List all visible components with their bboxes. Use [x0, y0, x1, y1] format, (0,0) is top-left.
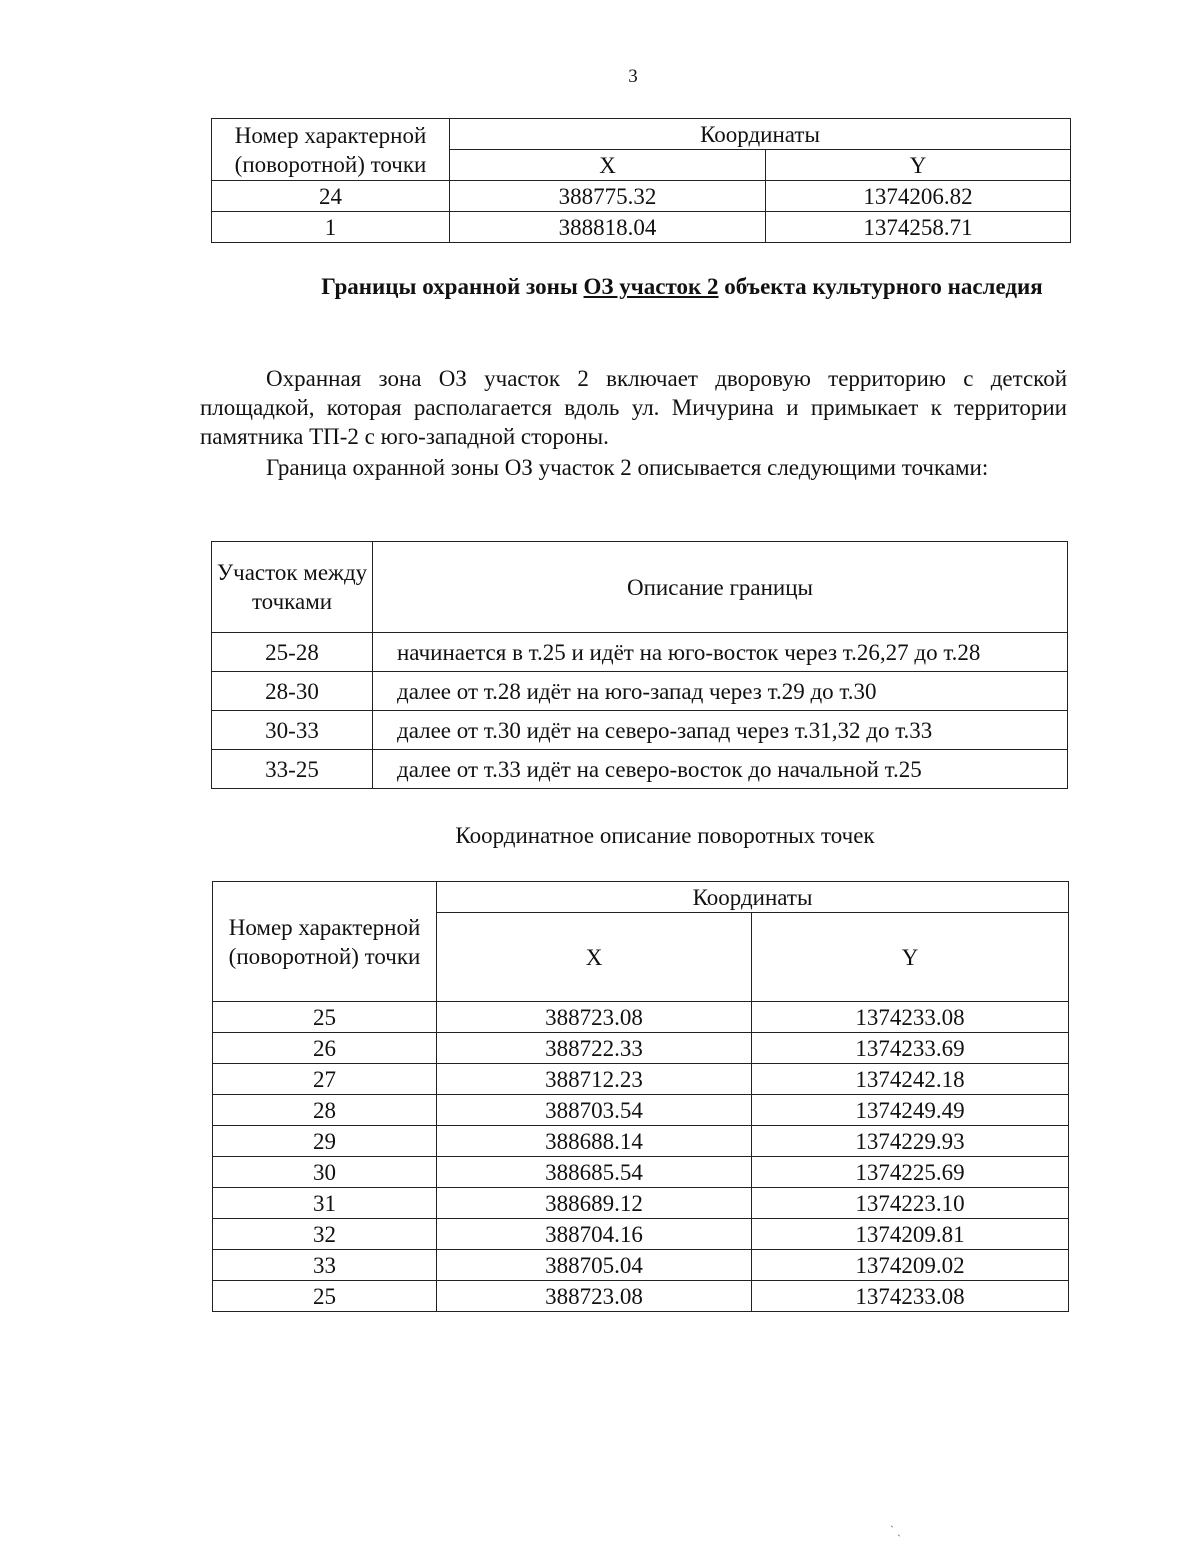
segment-cell: 25-28 [212, 633, 373, 672]
point-cell: 29 [213, 1126, 437, 1157]
point-cell: 33 [213, 1250, 437, 1281]
heading-underlined: ОЗ участок 2 [583, 274, 719, 299]
y-cell: 1374233.08 [752, 1002, 1069, 1033]
y-cell: 1374233.69 [752, 1033, 1069, 1064]
x-cell: 388775.32 [450, 181, 766, 212]
table-row [213, 1157, 1069, 1188]
description-cell: далее от т.30 идёт на северо-запад через т.31,32 до т.33 [373, 711, 1068, 750]
coordinates-table [212, 881, 1069, 1312]
table-row [212, 672, 1068, 711]
coordinates-table-continued [211, 118, 1071, 243]
table-row [212, 711, 1068, 750]
description-cell: далее от т.28 идёт на юго-запад через т.29 до т.30 [373, 672, 1068, 711]
y-cell: 1374225.69 [752, 1157, 1069, 1188]
point-cell: 28 [213, 1095, 437, 1126]
table-row [212, 212, 1071, 243]
y-cell: 1374229.93 [752, 1126, 1069, 1157]
page-number: 3 [628, 66, 638, 87]
heading-part1: Границы охранной зоны [321, 274, 584, 299]
header-x: X [437, 913, 752, 1002]
y-cell: 1374223.10 [752, 1188, 1069, 1219]
point-cell: 31 [213, 1188, 437, 1219]
point-cell: 25 [213, 1281, 437, 1312]
y-cell: 1374206.82 [766, 181, 1071, 212]
header-y: Y [766, 150, 1071, 181]
header-coordinates: Координаты [450, 119, 1071, 150]
point-cell: 32 [213, 1219, 437, 1250]
x-cell: 388689.12 [437, 1188, 752, 1219]
header-y: Y [752, 913, 1069, 1002]
table-row [213, 1250, 1069, 1281]
point-cell: 1 [212, 212, 450, 243]
paragraph-description: Охранная зона ОЗ участок 2 включает дворовую территорию с детской площадкой, которая располагается вдоль ул. Мичурина и примыкает к территории памятника ТП-2 с юго-западной стороны. [200, 366, 1067, 449]
table-row [212, 181, 1071, 212]
coordinates-caption: Координатное описание поворотных точек [455, 823, 875, 848]
y-cell: 1374209.81 [752, 1219, 1069, 1250]
x-cell: 388704.16 [437, 1219, 752, 1250]
paragraph-points-intro: Граница охранной зоны ОЗ участок 2 описывается следующими точками: [266, 455, 989, 480]
x-cell: 388712.23 [437, 1064, 752, 1095]
header-point-number: Номер характерной (поворотной) точки [212, 119, 450, 181]
point-cell: 26 [213, 1033, 437, 1064]
segment-cell: 28-30 [212, 672, 373, 711]
description-cell: далее от т.33 идёт на северо-восток до начальной т.25 [373, 750, 1068, 789]
table-row [213, 1281, 1069, 1312]
table-row [213, 1033, 1069, 1064]
table-row [213, 1219, 1069, 1250]
boundary-description-table [211, 541, 1068, 789]
point-cell: 30 [213, 1157, 437, 1188]
header-segment: Участок между точками [212, 542, 373, 633]
y-cell: 1374233.08 [752, 1281, 1069, 1312]
section-heading [200, 272, 1164, 301]
point-cell: 27 [213, 1064, 437, 1095]
table-row [213, 1064, 1069, 1095]
point-cell: 25 [213, 1002, 437, 1033]
x-cell: 388688.14 [437, 1126, 752, 1157]
segment-cell: 33-25 [212, 750, 373, 789]
header-coordinates: Координаты [437, 882, 1069, 913]
x-cell: 388818.04 [450, 212, 766, 243]
point-cell: 24 [212, 181, 450, 212]
description-cell: начинается в т.25 и идёт на юго-восток через т.26,27 до т.28 [373, 633, 1068, 672]
table-row [213, 1095, 1069, 1126]
x-cell: 388722.33 [437, 1033, 752, 1064]
heading-part2: объекта культурного наследия [718, 274, 1043, 299]
table-row [213, 1002, 1069, 1033]
y-cell: 1374242.18 [752, 1064, 1069, 1095]
scan-artifact: ˋ ˎ [890, 1523, 901, 1537]
x-cell: 388723.08 [437, 1002, 752, 1033]
x-cell: 388685.54 [437, 1157, 752, 1188]
y-cell: 1374258.71 [766, 212, 1071, 243]
x-cell: 388705.04 [437, 1250, 752, 1281]
header-description: Описание границы [373, 542, 1068, 633]
table-row [212, 633, 1068, 672]
header-point-number: Номер характерной (поворотной) точки [213, 882, 437, 1002]
y-cell: 1374249.49 [752, 1095, 1069, 1126]
table-row [213, 1188, 1069, 1219]
y-cell: 1374209.02 [752, 1250, 1069, 1281]
header-x: X [450, 150, 766, 181]
table-row [212, 750, 1068, 789]
table-row [213, 1126, 1069, 1157]
x-cell: 388703.54 [437, 1095, 752, 1126]
segment-cell: 30-33 [212, 711, 373, 750]
x-cell: 388723.08 [437, 1281, 752, 1312]
